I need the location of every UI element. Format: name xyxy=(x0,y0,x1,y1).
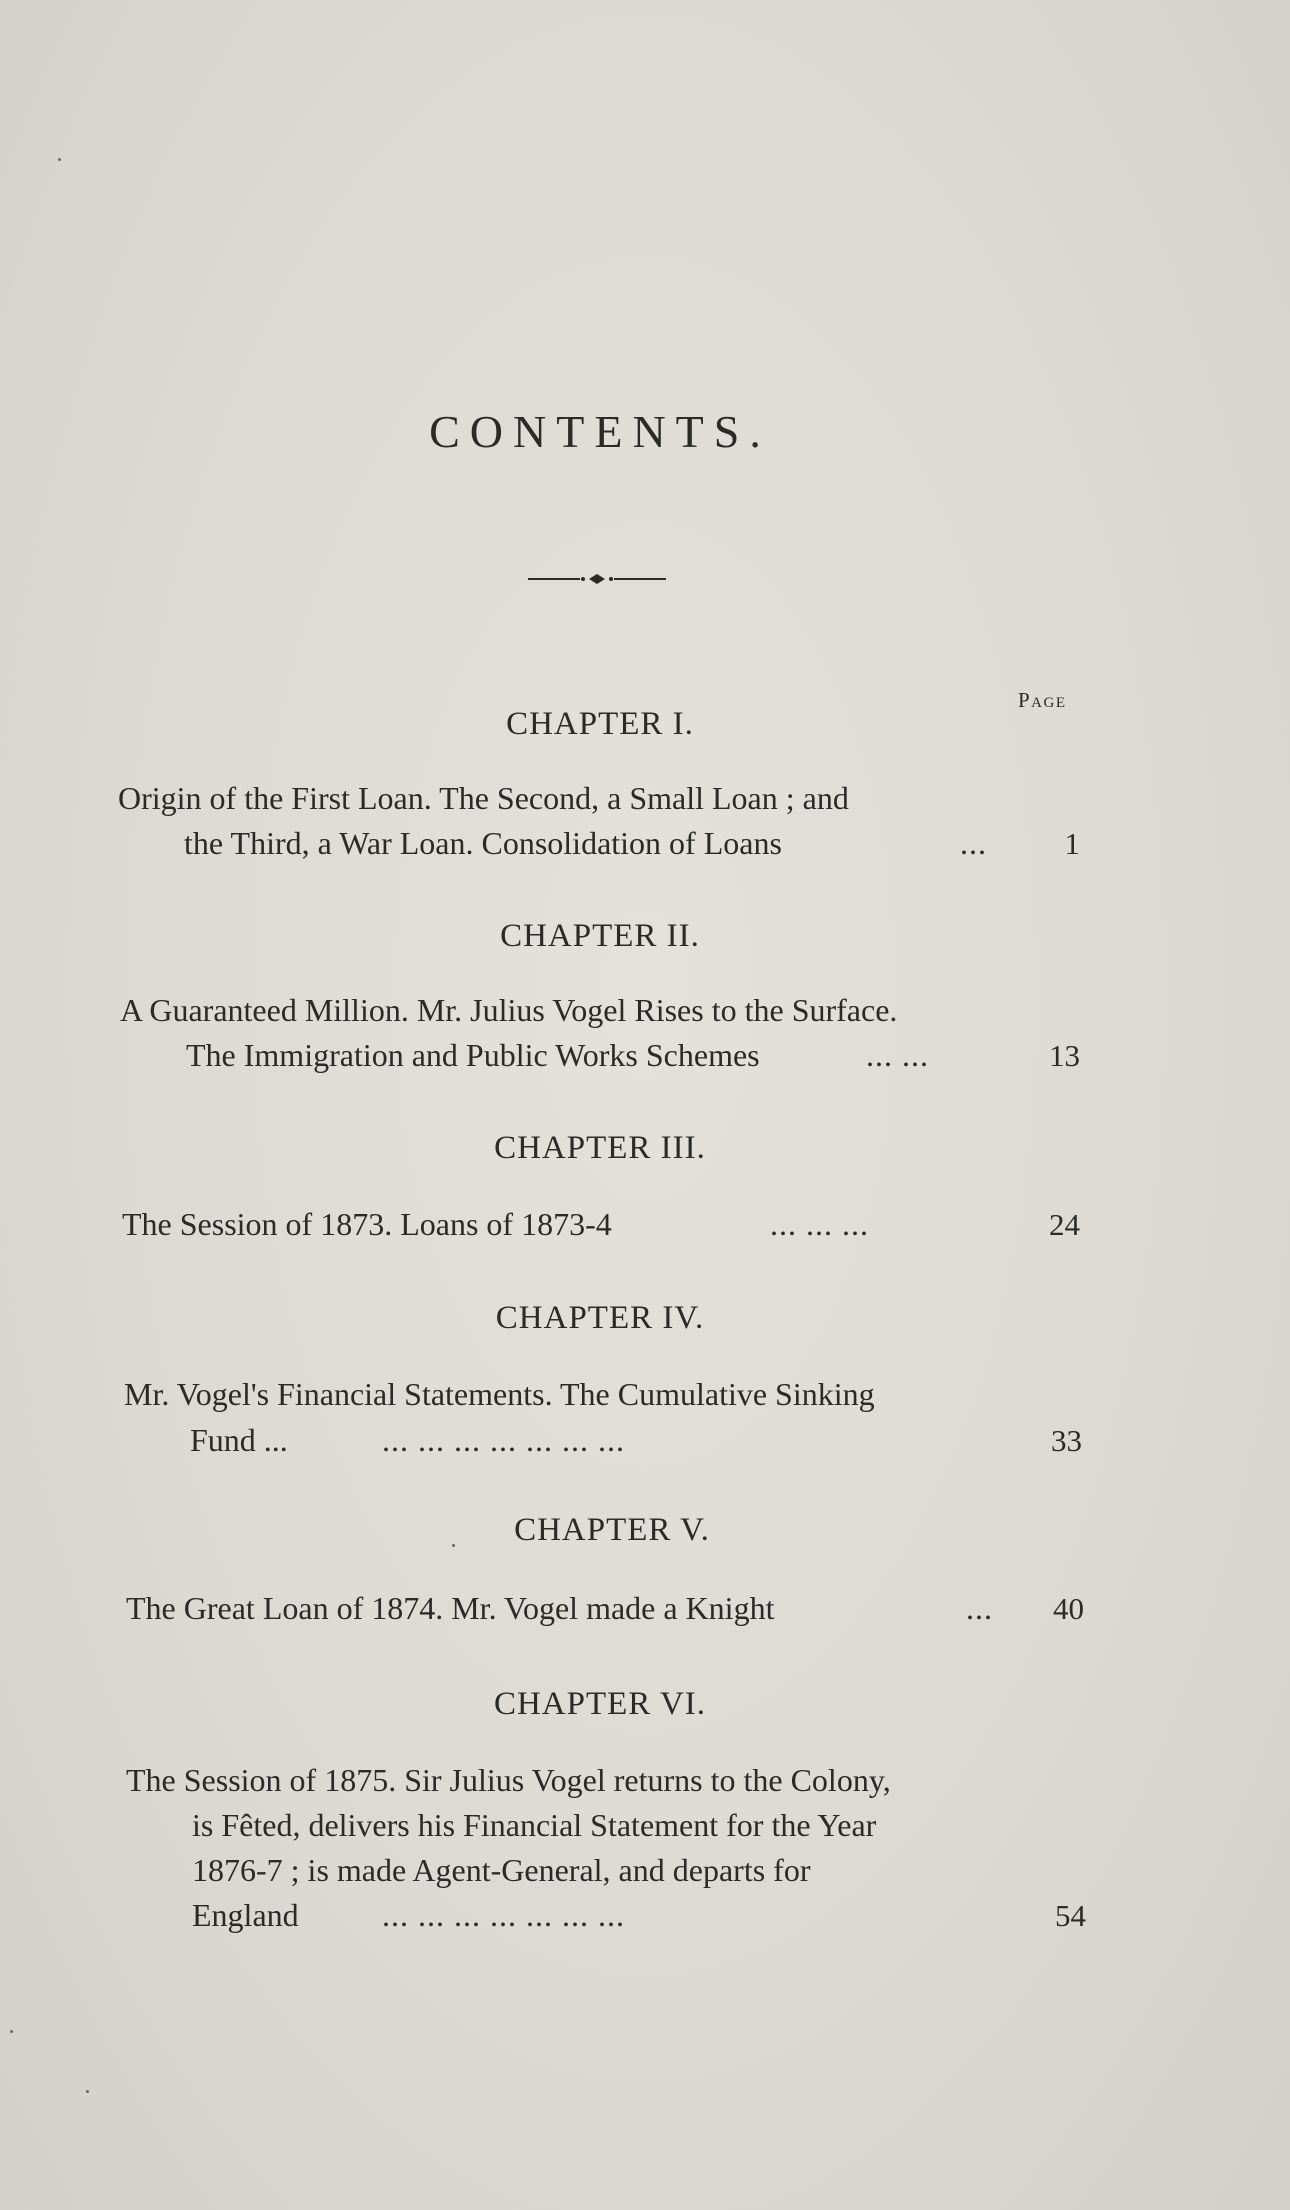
entry-line: The Immigration and Public Works Schemes xyxy=(186,1037,760,1073)
page-title: CONTENTS. xyxy=(429,406,771,457)
entry-line: 1876-7 ; is made Agent-General, and departs for xyxy=(192,1852,811,1888)
page-number: 40 xyxy=(1053,1591,1084,1626)
dot-leader: ... ... ... ... ... ... ... xyxy=(382,1422,625,1458)
page-column-label: Page xyxy=(1018,688,1067,712)
entry-line: Fund ... xyxy=(190,1422,288,1458)
chapter-heading: CHAPTER V. xyxy=(514,1512,710,1548)
page-number: 13 xyxy=(1049,1038,1080,1073)
entry-line: A Guaranteed Million. Mr. Julius Vogel Rises to the Surface. xyxy=(120,992,898,1028)
dot-leader: ... ... xyxy=(866,1037,929,1073)
entry-line: The Session of 1875. Sir Julius Vogel returns to the Colony, xyxy=(126,1762,891,1798)
paper-speck xyxy=(10,2030,13,2033)
paper-speck xyxy=(58,158,61,161)
dot-leader: ... xyxy=(960,825,987,861)
chapter-heading: CHAPTER VI. xyxy=(493,1686,707,1722)
dot-leader: ... ... ... ... ... ... ... xyxy=(382,1897,625,1933)
ornament-divider-icon xyxy=(528,572,666,586)
page-number: 54 xyxy=(1055,1898,1086,1933)
chapter-heading: CHAPTER I. xyxy=(506,706,694,742)
paper-speck xyxy=(86,2090,89,2093)
paper-speck xyxy=(452,1544,455,1547)
entry-line: England xyxy=(192,1897,299,1933)
dot-leader: ... xyxy=(966,1590,993,1626)
entry-line: The Session of 1873. Loans of 1873-4 xyxy=(122,1206,612,1242)
dot-leader: ... ... ... xyxy=(770,1206,869,1242)
page-number: 1 xyxy=(1064,826,1080,861)
page-number: 33 xyxy=(1051,1423,1082,1458)
entry-line: Origin of the First Loan. The Second, a Small Loan ; and xyxy=(118,780,849,816)
entry-line: the Third, a War Loan. Consolidation of Loans xyxy=(184,825,782,861)
chapter-heading: CHAPTER IV. xyxy=(495,1300,705,1336)
entry-line: Mr. Vogel's Financial Statements. The Cumulative Sinking xyxy=(124,1376,875,1412)
entry-line: is Fêted, delivers his Financial Statement for the Year xyxy=(192,1807,877,1843)
chapter-heading: CHAPTER III. xyxy=(494,1130,706,1166)
page-number: 24 xyxy=(1049,1207,1080,1242)
chapter-heading: CHAPTER II. xyxy=(500,918,700,954)
entry-line: The Great Loan of 1874. Mr. Vogel made a Knight xyxy=(126,1590,775,1626)
